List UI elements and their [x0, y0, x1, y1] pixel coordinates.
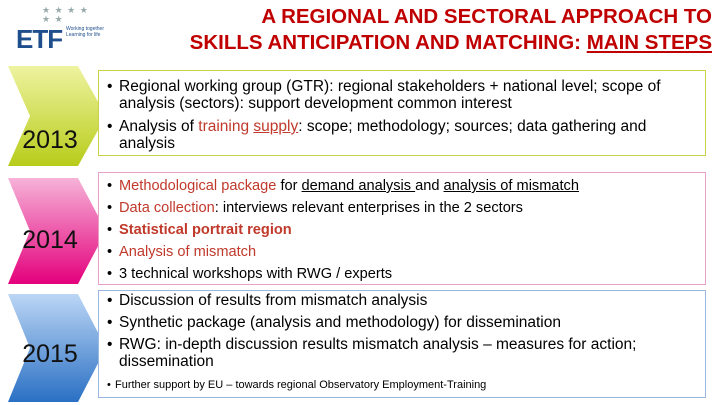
- title-line-2: [190, 30, 712, 56]
- bullet: •: [107, 266, 113, 282]
- item-underlined: demand analysis: [301, 178, 416, 194]
- bullet: •: [107, 222, 113, 238]
- bullet: •: [107, 244, 113, 260]
- list-item: [107, 292, 699, 309]
- bullet: •: [107, 379, 111, 391]
- item-highlight: Statistical portrait region: [119, 222, 292, 238]
- item-lead: Analysis of: [119, 118, 199, 135]
- bullet: •: [107, 118, 113, 135]
- item-highlight-underlined: supply: [253, 118, 299, 135]
- list-item: [107, 222, 699, 239]
- year-2014: 2014: [22, 226, 78, 254]
- bullet: •: [107, 200, 113, 216]
- item-lead: Regional working group (GTR): [119, 78, 330, 95]
- item-text: : regional stakeholders + national level; scope of analysis (sectors): support development common interest: [119, 78, 661, 112]
- item-text: Discussion of results from mismatch analysis: [119, 292, 428, 309]
- list-item: [107, 314, 699, 331]
- year-2013: 2013: [22, 126, 78, 154]
- list-item: [107, 336, 699, 370]
- list-item: [107, 200, 699, 217]
- bullet: •: [107, 178, 113, 194]
- list-item: [107, 244, 699, 261]
- bullet: •: [107, 336, 113, 353]
- list-item: • Methodological package for demand analysis and analysis of mismatch: [107, 178, 579, 194]
- title-line-2-main: SKILLS ANTICIPATION AND MATCHING:: [189, 31, 587, 54]
- title-line-1: A REGIONAL AND SECTORAL APPROACH TO: [261, 5, 712, 28]
- etf-logo: [6, 4, 106, 60]
- title-line-2-underlined: MAIN STEPS: [586, 31, 712, 54]
- item-text: : scope; methodology; sources; data gathering and analysis: [119, 118, 647, 152]
- bullet: •: [107, 78, 113, 95]
- list-item: [107, 379, 699, 392]
- item-text: 3 technical workshops with RWG / experts: [119, 266, 393, 282]
- item-text: : interviews relevant enterprises in the 2 sectors: [214, 200, 523, 216]
- item-highlight: Data collection: [119, 200, 215, 216]
- logo-tagline: Working together Learning for life: [66, 26, 104, 38]
- logo-text: ETF: [16, 24, 63, 54]
- bullet: •: [107, 292, 113, 309]
- list-item: [107, 266, 699, 283]
- item-highlight: Analysis of mismatch: [119, 244, 257, 260]
- list-item: [107, 79, 699, 112]
- item-text: Further support by EU – towards regional Observatory Employment-Training: [115, 379, 487, 391]
- list-item: [107, 119, 699, 152]
- item-text: Synthetic package (analysis and methodology) for dissemination: [119, 314, 561, 331]
- step-box-2013: [98, 70, 706, 156]
- page-title: [190, 4, 712, 56]
- step-box-2014: [98, 172, 706, 285]
- item-text: RWG: in-depth discussion results mismatch analysis – measures for action; dissemination: [119, 336, 637, 370]
- bullet: •: [107, 314, 113, 331]
- year-2015: 2015: [22, 340, 78, 368]
- eu-stars-icon: ★ ★ ★ ★ ★ ★: [42, 5, 89, 24]
- step-box-2015: [98, 290, 706, 398]
- item-highlight: training: [198, 118, 250, 135]
- item-highlight: Methodological package: [119, 178, 277, 194]
- item-underlined: analysis of mismatch: [443, 178, 579, 194]
